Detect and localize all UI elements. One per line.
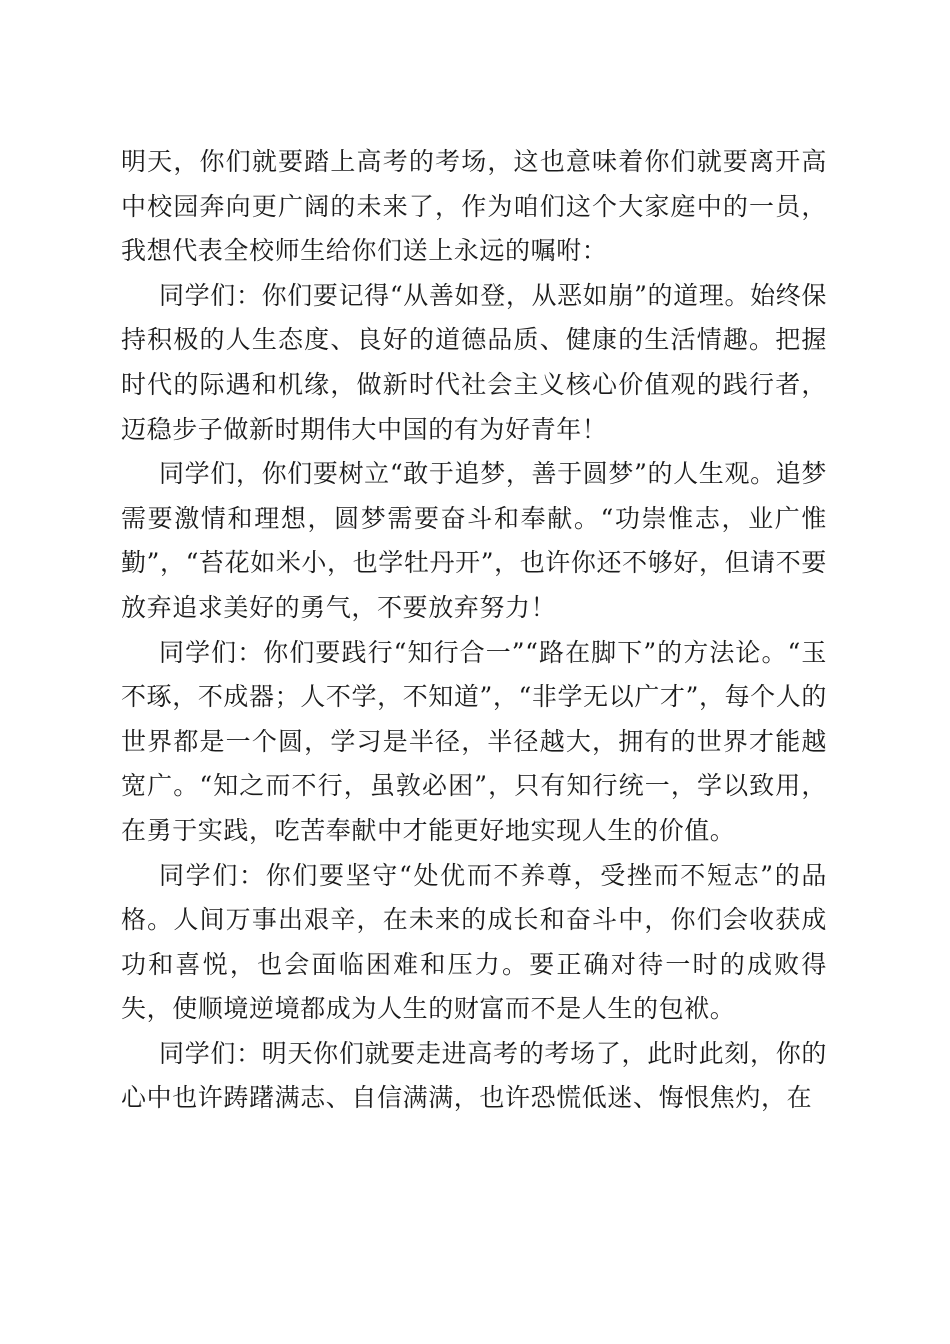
body-text	[121, 140, 827, 1121]
paragraph-intro: 明天，你们就要踏上高考的考场，这也意味着你们就要离开高中校园奔向更广阔的未来了，作为咱们这个大家庭中的一员，我想代表全校师生给你们送上永远的嘱咐：	[121, 147, 827, 266]
paragraph-dream: 同学们，你们要树立“敢于追梦，善于圆梦”的人生观。追梦需要激情和理想，圆梦需要奋斗和奉献。“功崇惟志，业广惟勤”，“苔花如米小，也学牡丹开”，也许你还不够好，但请不要放弃追求美好的勇气，不要放弃努力！	[121, 459, 827, 622]
paragraph-character: 同学们：你们要坚守“处优而不养尊，受挫而不短志”的品格。人间万事出艰辛，在未来的成长和奋斗中，你们会收获成功和喜悦，也会面临困难和压力。要正确对待一时的成败得失，使顺境逆境都成为人生的财富而不是人生的包袱。	[121, 860, 827, 1024]
paragraph-virtue: 同学们：你们要记得“从善如登，从恶如崩”的道理。始终保持积极的人生态度、良好的道德品质、健康的生活情趣。把握时代的际遇和机缘，做新时代社会主义核心价值观的践行者，迈稳步子做新时期伟大中国的有为好青年！	[121, 280, 827, 444]
paragraph-practice: 同学们：你们要践行“知行合一”“路在脚下”的方法论。“玉不琢，不成器；人不学，不知道”，“非学无以广才”，每个人的世界都是一个圆，学习是半径，半径越大，拥有的世界才能越宽广。“知之而不行，虽敦必困”，只有知行统一，学以致用，在勇于实践，吃苦奉献中才能更好地实现人生的价值。	[121, 637, 827, 845]
paragraph-exam: 同学们：明天你们就要走进高考的考场了，此时此刻，你的心中也许踌躇满志、自信满满，也许恐慌低迷、悔恨焦灼，在	[121, 1038, 827, 1113]
